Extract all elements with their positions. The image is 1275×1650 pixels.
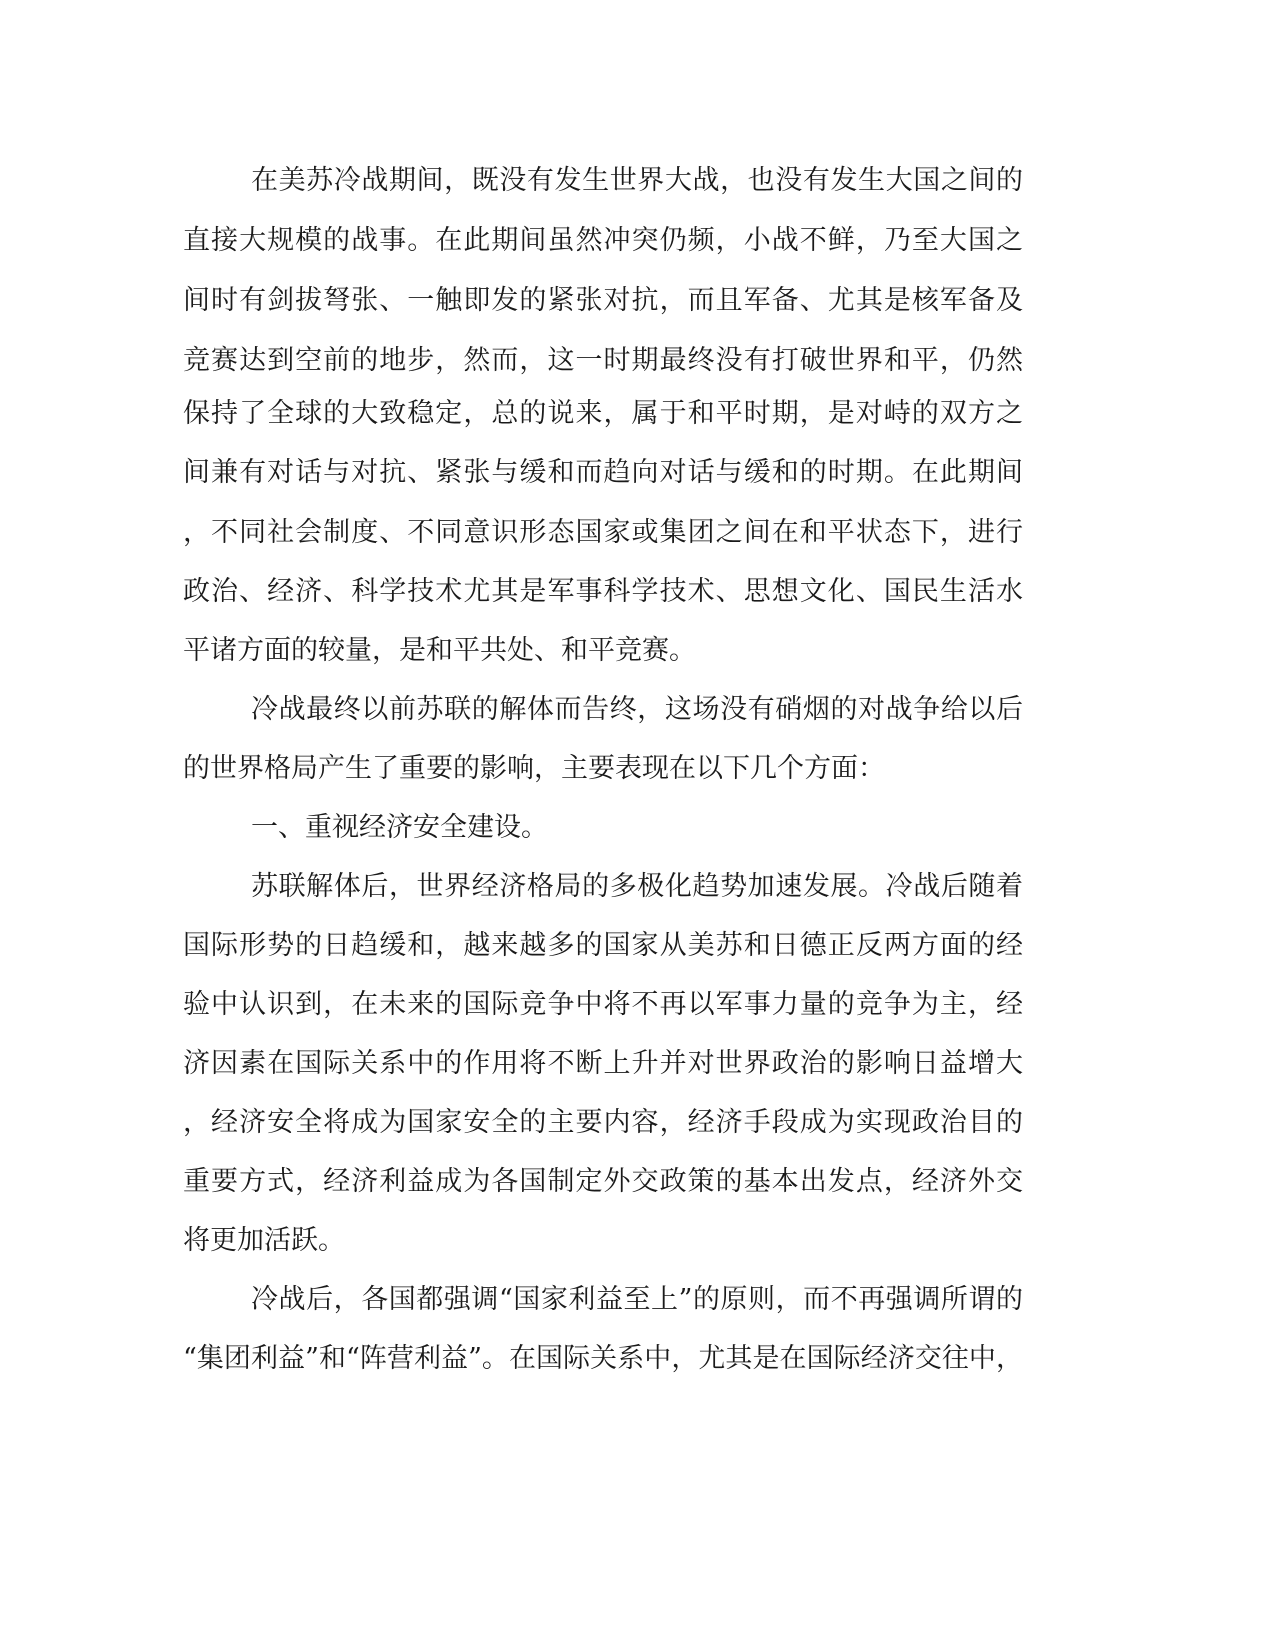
text-line: 平诸方面的较量，是和平共处、和平竞赛。 [183, 635, 696, 666]
text-line: ，不同社会制度、不同意识形态国家或集团之间在和平状态下，进行 [183, 517, 1023, 548]
section-heading: 一、重视经济安全建设。 [251, 812, 548, 843]
text-line: 冷战最终以前苏联的解体而告终，这场没有硝烟的对战争给以后 [251, 694, 1023, 725]
text-line: 苏联解体后，世界经济格局的多极化趋势加速发展。冷战后随着 [251, 871, 1023, 902]
text-line: 竞赛达到空前的地步，然而，这一时期最终没有打破世界和平，仍然 [183, 345, 1023, 376]
text-line: 政治、经济、科学技术尤其是军事科学技术、思想文化、国民生活水 [183, 576, 1023, 607]
text-line: 将更加活跃。 [183, 1225, 345, 1256]
text-line: 验中认识到，在未来的国际竞争中将不再以军事力量的竞争为主，经 [183, 989, 1023, 1020]
text-line: 冷战后，各国都强调“国家利益至上”的原则，而不再强调所谓的 [251, 1284, 1023, 1315]
text-line: 间时有剑拔弩张、一触即发的紧张对抗，而且军备、尤其是核军备及 [183, 285, 1023, 316]
text-line: 间兼有对话与对抗、紧张与缓和而趋向对话与缓和的时期。在此期间 [183, 457, 1023, 488]
text-line: 直接大规模的战事。在此期间虽然冲突仍频，小战不鲜，乃至大国之 [183, 225, 1023, 256]
text-line: ，经济安全将成为国家安全的主要内容，经济手段成为实现政治目的 [183, 1107, 1023, 1138]
text-line: 在美苏冷战期间，既没有发生世界大战，也没有发生大国之间的 [251, 165, 1023, 196]
text-line: “集团利益”和“阵营利益”。在国际关系中，尤其是在国际经济交往中， [183, 1343, 1023, 1374]
text-line: 保持了全球的大致稳定，总的说来，属于和平时期，是对峙的双方之 [183, 398, 1023, 429]
text-line: 济因素在国际关系中的作用将不断上升并对世界政治的影响日益增大 [183, 1048, 1023, 1079]
text-line: 国际形势的日趋缓和，越来越多的国家从美苏和日德正反两方面的经 [183, 930, 1023, 961]
text-line: 的世界格局产生了重要的影响，主要表现在以下几个方面： [183, 753, 885, 784]
text-line: 重要方式，经济利益成为各国制定外交政策的基本出发点，经济外交 [183, 1166, 1023, 1197]
